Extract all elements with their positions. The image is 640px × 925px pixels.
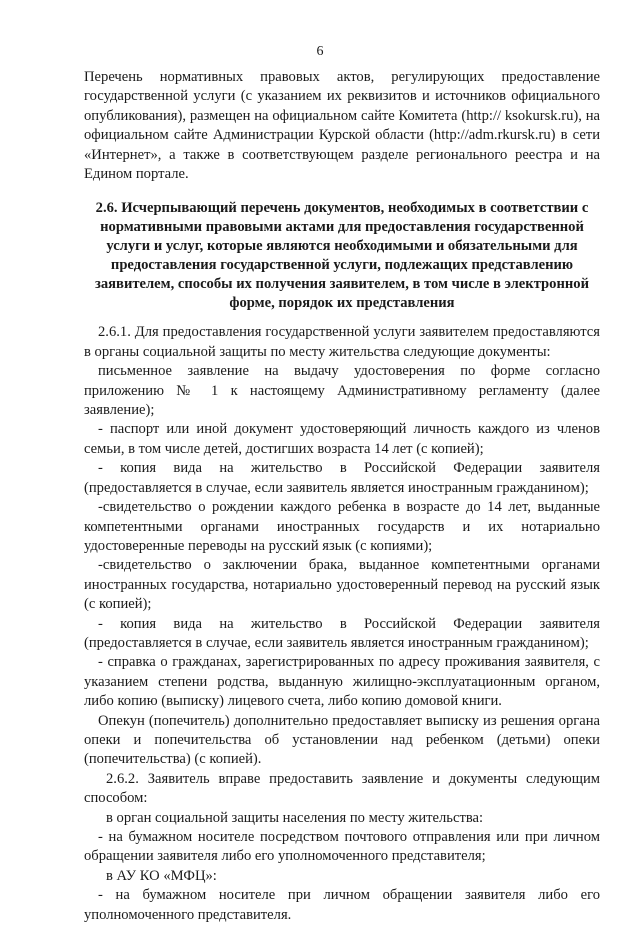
paragraph-mfc: в АУ КО «МФЦ»:: [106, 867, 217, 884]
paragraph-2-6-2: 2.6.2. Заявитель вправе предоставить заявление и документы следующим способом:: [84, 770, 600, 807]
intro-paragraph: Перечень нормативных правовых актов, регулирующих предоставление государственной услуги (с указанием их реквизитов и источников официального опубликования), размещен на официальном сайте Комитета (http:// ksokursk.ru), на официальном сайте Администрации Курской области (http://adm.rkursk.ru) в сети «Интернет», а также в соответствующем разделе регионального реестра и на Едином портале.: [84, 69, 600, 183]
paragraph-paper-personal: - на бумажном носителе при личном обращении заявителя либо его уполномоченного представителя.: [84, 887, 600, 923]
paragraph-birth-certificate: -свидетельство о рождении каждого ребенка в возрасте до 14 лет, выданные компетентными органами иностранных государств и их нотариально удостоверенные переводы на русский язык (с копиями);: [84, 499, 600, 554]
paragraph-marriage-certificate: -свидетельство о заключении брака, выданное компетентными органами иностранных государства, нотариально удостоверенный перевод на русский язык (с копией);: [84, 557, 600, 613]
paragraph-social-protection: в орган социальной защиты населения по месту жительства:: [106, 809, 484, 826]
paragraph-residence-permit: - копия вида на жительство в Российской Федерации заявителя (предоставляется в случае, если заявитель является иностранным гражданином);: [84, 460, 600, 496]
paragraph-guardian: Опекун (попечитель) дополнительно предоставляет выписку из решения органа опеки и попечительства об установлении над ребенком (детьми) опеки (попечительства) (с копией).: [84, 712, 600, 768]
section-heading: 2.6. Исчерпывающий перечень документов, необходимых в соответствии с нормативными правовыми актами для предоставления государственной услуги и услуг, которые являются необходимыми и обязательными для предоставления государственной услуги, подлежащих представлению заявителем, способы их получения заявителем, в том числе в электронной форме, порядок их представления: [95, 200, 589, 312]
paragraph-application: письменное заявление на выдачу удостоверения по форме согласно приложению № 1 к настоящему Административному регламенту (далее заявление);: [84, 363, 600, 419]
paragraph-paper-mail: - на бумажном носителе посредством почтового отправления или при личном обращении заявителя либо его уполномоченного представителя;: [84, 829, 600, 865]
paragraph-registration-certificate: - справка о гражданах, зарегистрированных по адресу проживания заявителя, с указанием степени родства, выданную жилищно-эксплуатационным органом, либо копию (выписку) лицевого счета, либо копию домовой книги.: [84, 654, 600, 710]
paragraph-2-6-1: 2.6.1. Для предоставления государственной услуги заявителем предоставляются в органы социальной защиты по месту жительства следующие документы:: [84, 324, 600, 360]
paragraph-passport: - паспорт или иной документ удостоверяющий личность каждого из членов семьи, в том числе детей, достигших возраста 14 лет (с копией);: [84, 421, 600, 457]
paragraph-residence-permit-2: - копия вида на жительство в Российской Федерации заявителя (предоставляется в случае, если заявитель является иностранным гражданином);: [84, 615, 600, 651]
page-number: 6: [316, 44, 324, 59]
